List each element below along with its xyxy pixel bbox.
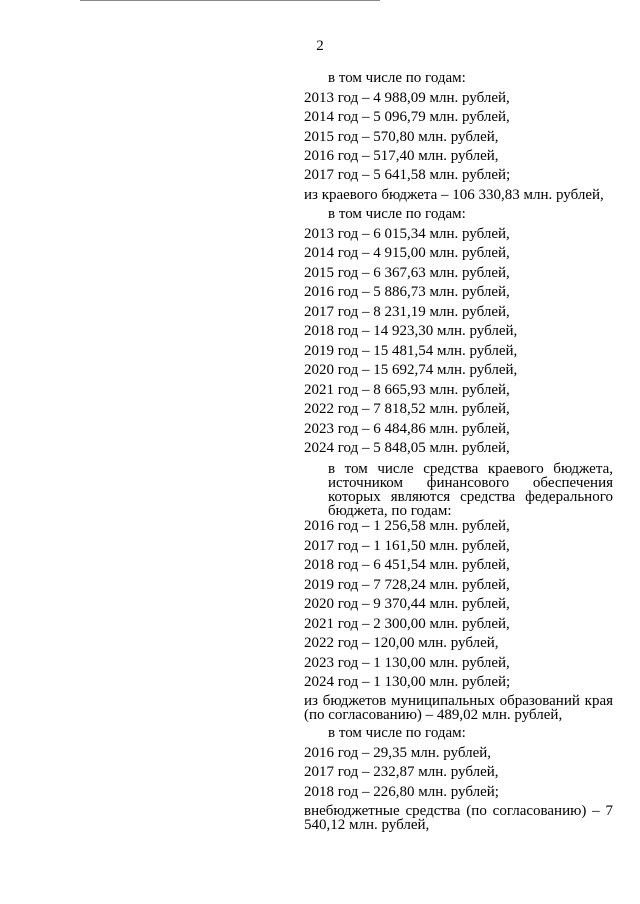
text-line: 2017 год – 232,87 млн. рублей, [304, 764, 499, 780]
text-line: 2016 год – 5 886,73 млн. рублей, [304, 284, 510, 300]
text-line: из краевого бюджета – 106 330,83 млн. рублей, [304, 187, 604, 203]
text-line: 2014 год – 4 915,00 млн. рублей, [304, 245, 510, 261]
text-line: 2016 год – 1 256,58 млн. рублей, [304, 518, 510, 534]
text-line: в том числе по годам: [328, 725, 466, 741]
text-line: 2023 год – 6 484,86 млн. рублей, [304, 421, 510, 437]
text-line: 2021 год – 8 665,93 млн. рублей, [304, 382, 510, 398]
text-line: 2017 год – 8 231,19 млн. рублей, [304, 304, 510, 320]
text-line: 2018 год – 226,80 млн. рублей; [304, 784, 499, 800]
text-line: 2013 год – 6 015,34 млн. рублей, [304, 226, 510, 242]
text-line: 2016 год – 29,35 млн. рублей, [304, 745, 492, 761]
text-line: 2020 год – 15 692,74 млн. рублей, [304, 362, 518, 378]
text-paragraph: в том числе средства краевого бюджета, источником финансового обеспечения которых являются средства федерального бюджета, по годам: [328, 461, 613, 519]
text-line: 2020 год – 9 370,44 млн. рублей, [304, 596, 510, 612]
text-line: 2019 год – 7 728,24 млн. рублей, [304, 577, 510, 593]
text-paragraph: внебюджетные средства (по согласованию) – 7 540,12 млн. рублей, [304, 803, 613, 833]
page-number: 2 [316, 38, 324, 54]
text-line: 2013 год – 4 988,09 млн. рублей, [304, 90, 510, 106]
text-line: 2023 год – 1 130,00 млн. рублей, [304, 655, 510, 671]
text-line: 2022 год – 120,00 млн. рублей, [304, 635, 499, 651]
text-line: 2016 год – 517,40 млн. рублей, [304, 148, 499, 164]
text-line: 2015 год – 6 367,63 млн. рублей, [304, 265, 510, 281]
text-line: 2022 год – 7 818,52 млн. рублей, [304, 401, 510, 417]
text-line: 2017 год – 1 161,50 млн. рублей, [304, 538, 510, 554]
text-line: 2024 год – 5 848,05 млн. рублей, [304, 440, 510, 456]
text-line: 2018 год – 14 923,30 млн. рублей, [304, 323, 518, 339]
text-line: в том числе по годам: [328, 70, 466, 86]
text-line: 2018 год – 6 451,54 млн. рублей, [304, 557, 510, 573]
text-line: 2014 год – 5 096,79 млн. рублей, [304, 109, 510, 125]
text-line: 2019 год – 15 481,54 млн. рублей, [304, 343, 518, 359]
text-line: в том числе по годам: [328, 206, 466, 222]
top-rule [80, 0, 380, 1]
text-paragraph: из бюджетов муниципальных образований края (по согласованию) – 489,02 млн. рублей, [304, 693, 613, 723]
text-line: 2015 год – 570,80 млн. рублей, [304, 129, 499, 145]
text-line: 2021 год – 2 300,00 млн. рублей, [304, 616, 510, 632]
text-line: 2024 год – 1 130,00 млн. рублей; [304, 674, 511, 690]
text-line: 2017 год – 5 641,58 млн. рублей; [304, 167, 511, 183]
